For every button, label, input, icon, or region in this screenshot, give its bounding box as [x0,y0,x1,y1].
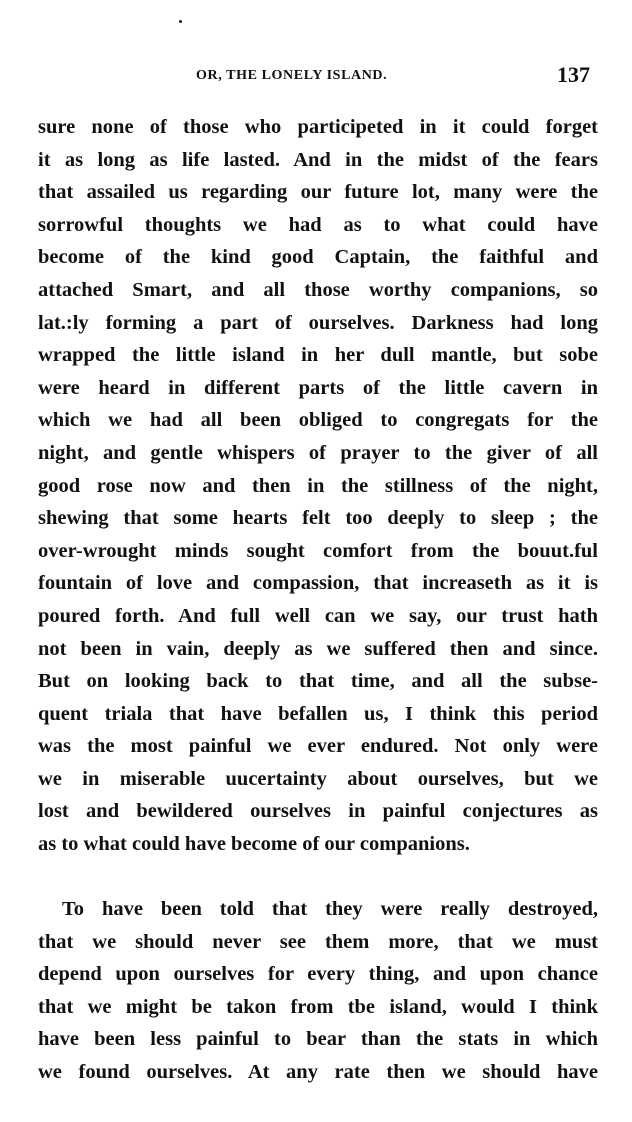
ink-speck [179,20,182,23]
text-line: To have been told that they were really destroyed, [62,898,598,920]
text-line: that we might be takon from tbe island, would I think [38,995,598,1018]
running-header [0,64,632,88]
text-line: that assailed us regarding our future lot, many were the [38,181,598,204]
text-line: But on looking back to that time, and all the subse- [38,670,598,693]
paragraph-2 [38,893,598,1089]
text-line: shewing that some hearts felt too deeply to sleep ; the [38,507,598,530]
text-line: lost and bewildered ourselves in painful conjectures as [38,800,598,823]
text-line: sorrowful thoughts we had as to what could have [38,213,598,236]
text-line: quent triala that have befallen us, I think this period [38,702,598,725]
text-line: attached Smart, and all those worthy companions, so [38,278,598,301]
text-line: lat.:ly forming a part of ourselves. Darkness had long [38,311,598,334]
text-line: sure none of those who participeted in it could forget [38,116,598,138]
text-line: were heard in different parts of the little cavern in [38,376,598,399]
text-line: over-wrought minds sought comfort from the bouut.ful [38,539,598,562]
text-line: that we should never see them more, that we must [38,930,598,953]
text-line: was the most painful we ever endured. Not only were [38,735,598,758]
running-title: OR, THE LONELY ISLAND. [196,68,388,83]
page-number: 137 [557,62,590,87]
text-line: night, and gentle whispers of prayer to the giver of all [38,441,598,464]
text-line: as to what could have become of our companions. [38,833,470,856]
text-line: depend upon ourselves for every thing, and upon chance [38,963,598,986]
text-line: it as long as life lasted. And in the midst of the fears [38,148,598,171]
text-line: not been in vain, deeply as we suffered then and since. [38,637,598,660]
text-line: become of the kind good Captain, the faithful and [38,246,598,269]
text-line: fountain of love and compassion, that increaseth as it is [38,572,598,595]
text-line: we in miserable uucertainty about ourselves, but we [38,767,598,790]
text-line: which we had all been obliged to congregats for the [38,409,598,432]
text-line: have been less painful to bear than the stats in which [38,1028,598,1051]
text-line: we found ourselves. At any rate then we should have [38,1060,598,1083]
text-line: wrapped the little island in her dull mantle, but sobe [38,344,598,367]
text-line: poured forth. And full well can we say, our trust hath [38,604,598,627]
paragraph-1 [38,111,598,861]
text-line: good rose now and then in the stillness of the night, [38,474,598,497]
